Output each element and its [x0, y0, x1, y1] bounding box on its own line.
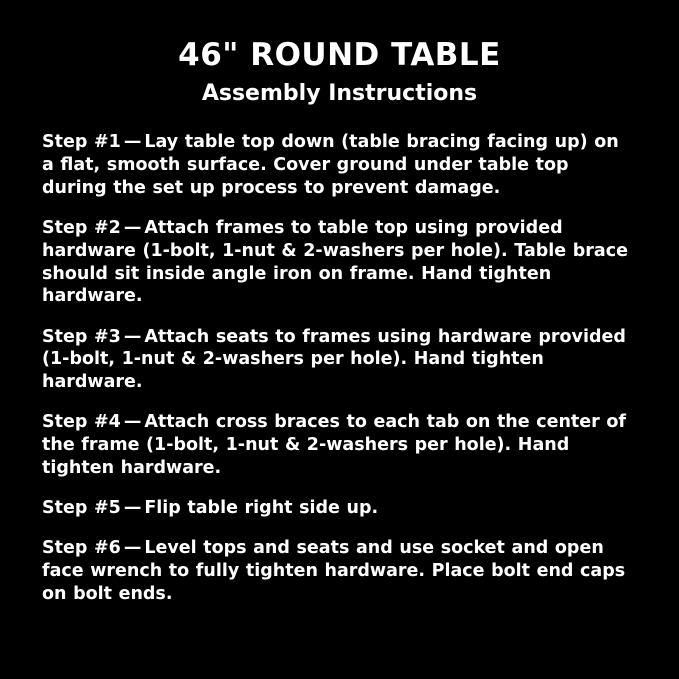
step-item	[42, 131, 637, 199]
step-dash: —	[123, 132, 142, 153]
step-label: Step #6	[42, 538, 121, 559]
step-item	[42, 537, 637, 605]
step-label: Step #3	[42, 326, 121, 347]
step-dash: —	[123, 498, 142, 519]
step-dash: —	[123, 218, 142, 239]
step-label: Step #5	[42, 498, 121, 519]
steps-list	[42, 131, 637, 605]
step-item	[42, 497, 637, 520]
step-label: Step #1	[42, 132, 121, 153]
step-dash: —	[123, 326, 142, 347]
step-text: Attach frames to table top using provided hardware (1-bolt, 1-nut & 2-washers per hole). Table brace should sit inside angle iron on frame. Hand tighten hardware.	[42, 218, 628, 307]
step-dash: —	[123, 412, 142, 433]
step-text: Lay table top down (table bracing facing up) on a flat, smooth surface. Cover ground under table top during the set up process to prevent damage.	[42, 132, 619, 198]
step-label: Step #2	[42, 218, 121, 239]
step-text: Flip table right side up.	[144, 498, 379, 519]
step-item	[42, 217, 637, 308]
step-text: Level tops and seats and use socket and open face wrench to fully tighten hardware. Place bolt end caps on bolt ends.	[42, 538, 626, 604]
step-dash: —	[123, 538, 142, 559]
step-text: Attach seats to frames using hardware provided (1-bolt, 1-nut & 2-washers per hole). Hand tighten hardware.	[42, 326, 626, 393]
step-item	[42, 411, 637, 479]
step-text: Attach cross braces to each tab on the center of the frame (1-bolt, 1-nut & 2-washers per hole). Hand tighten hardware.	[42, 412, 627, 478]
step-label: Step #4	[42, 412, 121, 433]
page-subtitle: Assembly Instructions	[201, 81, 478, 107]
page-title: 46" ROUND TABLE	[178, 37, 501, 73]
step-item	[42, 326, 637, 394]
